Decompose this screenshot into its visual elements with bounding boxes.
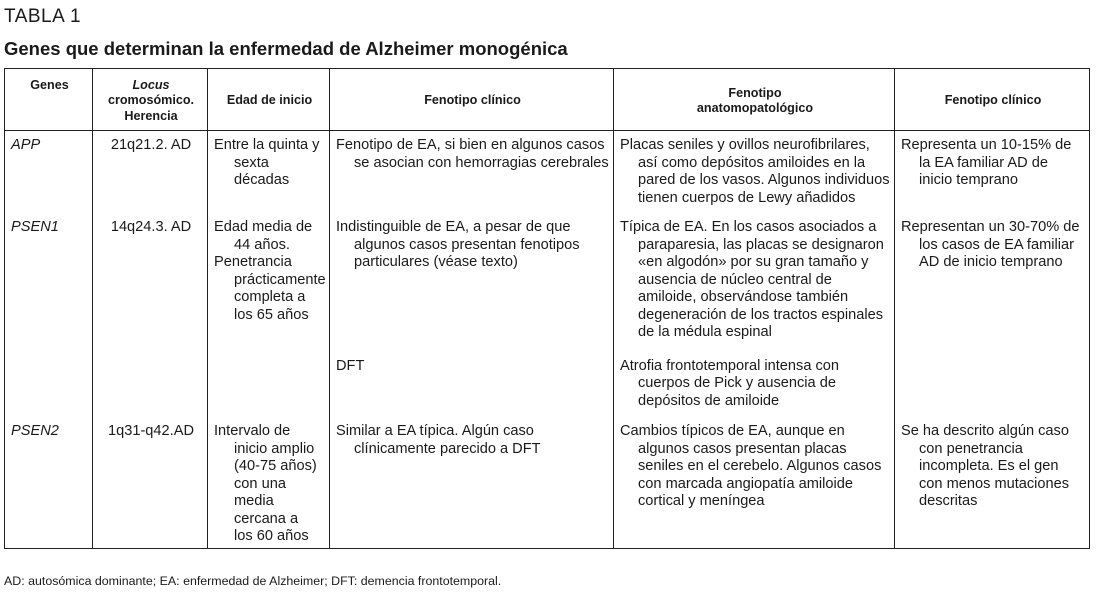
clinical-cell — [330, 213, 614, 354]
clinical-cell — [330, 417, 614, 548]
table-label: TABLA 1 — [4, 6, 82, 27]
genes-table — [4, 68, 1090, 549]
header-anat-line2: anatomopatológico — [696, 101, 814, 115]
clinical2-cell — [895, 417, 1090, 548]
header-anat-line1: Fenotipo — [728, 85, 782, 100]
locus-cell: 21q21.2. AD — [93, 131, 208, 214]
onset-cell — [208, 213, 330, 417]
onset-text: Entre la quinta y sexta décadas — [214, 137, 320, 188]
header-locus-line3: Herencia — [124, 108, 178, 123]
locus-cell: 14q24.3. AD — [93, 213, 208, 417]
footnote: AD: autosómica dominante; EA: enfermedad de Alzheimer; DFT: demencia frontotemporal. — [4, 574, 502, 588]
table-row — [5, 417, 1090, 548]
anat-cell — [614, 354, 895, 418]
table-row — [5, 131, 1090, 214]
clinical-text: Fenotipo de EA, si bien en algunos casos se asocian con hemorragias cerebrales — [336, 137, 609, 171]
onset-cell — [208, 131, 330, 214]
onset-cell — [208, 417, 330, 548]
clinical2-text: Representa un 10-15% de la EA familiar AD de inicio temprano — [901, 137, 1072, 188]
anat-text: Placas seniles y ovillos neurofibrilares, así como depósitos amiloides en la pared de los vasos. Algunos individuos tienen cuerpos de Lewy añadidos — [620, 137, 890, 206]
gene-cell: APP — [5, 131, 93, 214]
header-clinical: Fenotipo clínico — [330, 69, 614, 131]
anat-text: Atrofia frontotemporal intensa con cuerpos de Pick y ausencia de depósitos de amiloide — [620, 357, 840, 409]
table-title: Genes que determinan la enfermedad de Alzheimer monogénica — [4, 38, 568, 59]
header-locus-italic: Locus — [132, 77, 170, 92]
header-clinical-2: Fenotipo clínico — [895, 69, 1090, 131]
anat-cell — [614, 131, 895, 214]
header-genes: Genes — [5, 69, 93, 131]
gene-cell: PSEN1 — [5, 213, 93, 417]
onset-text: Edad media de 44 años. — [214, 219, 313, 253]
clinical-text: Indistinguible de EA, a pesar de que algunos casos presentan fenotipos particulares (véase texto) — [336, 219, 580, 270]
onset-text: Intervalo de inicio amplio (40-75 años) con una media cercana a los 60 años — [214, 423, 317, 544]
anat-cell — [614, 417, 895, 548]
clinical-text: DFT — [336, 357, 365, 374]
onset-text-2: Penetrancia prácticamente completa a los 65 años — [214, 254, 326, 323]
clinical2-text: Se ha descrito algún caso con penetrancia incompleta. Es el gen con menos mutaciones descritas — [901, 423, 1070, 509]
clinical-cell — [330, 354, 614, 418]
header-onset: Edad de inicio — [208, 69, 330, 131]
header-locus-line2: cromosómico. — [107, 93, 195, 108]
header-locus — [93, 69, 208, 131]
gene-cell: PSEN2 — [5, 417, 93, 548]
clinical-cell — [330, 131, 614, 214]
header-anatomopathological — [614, 69, 895, 131]
anat-text: Típica de EA. En los casos asociados a paraparesia, las placas se designaron «en algodón» por su gran tamaño y ausencia de núcleo central de amiloide, observándose también degeneración de los tractos espinales de la médula espinal — [620, 219, 884, 340]
clinical2-text: Representan un 30-70% de los casos de EA familiar AD de inicio temprano — [901, 219, 1080, 270]
header-row — [5, 69, 1090, 131]
anat-cell — [614, 213, 895, 354]
table-row — [5, 213, 1090, 354]
clinical-text: Similar a EA típica. Algún caso clínicamente parecido a DFT — [336, 423, 541, 457]
clinical2-cell — [895, 131, 1090, 214]
locus-cell: 1q31-q42.AD — [93, 417, 208, 548]
anat-text: Cambios típicos de EA, aunque en algunos casos presentan placas seniles en el cerebelo. Algunos casos con marcada angiopatía amiloide cortical y meníngea — [620, 423, 882, 509]
clinical2-cell — [895, 213, 1090, 417]
